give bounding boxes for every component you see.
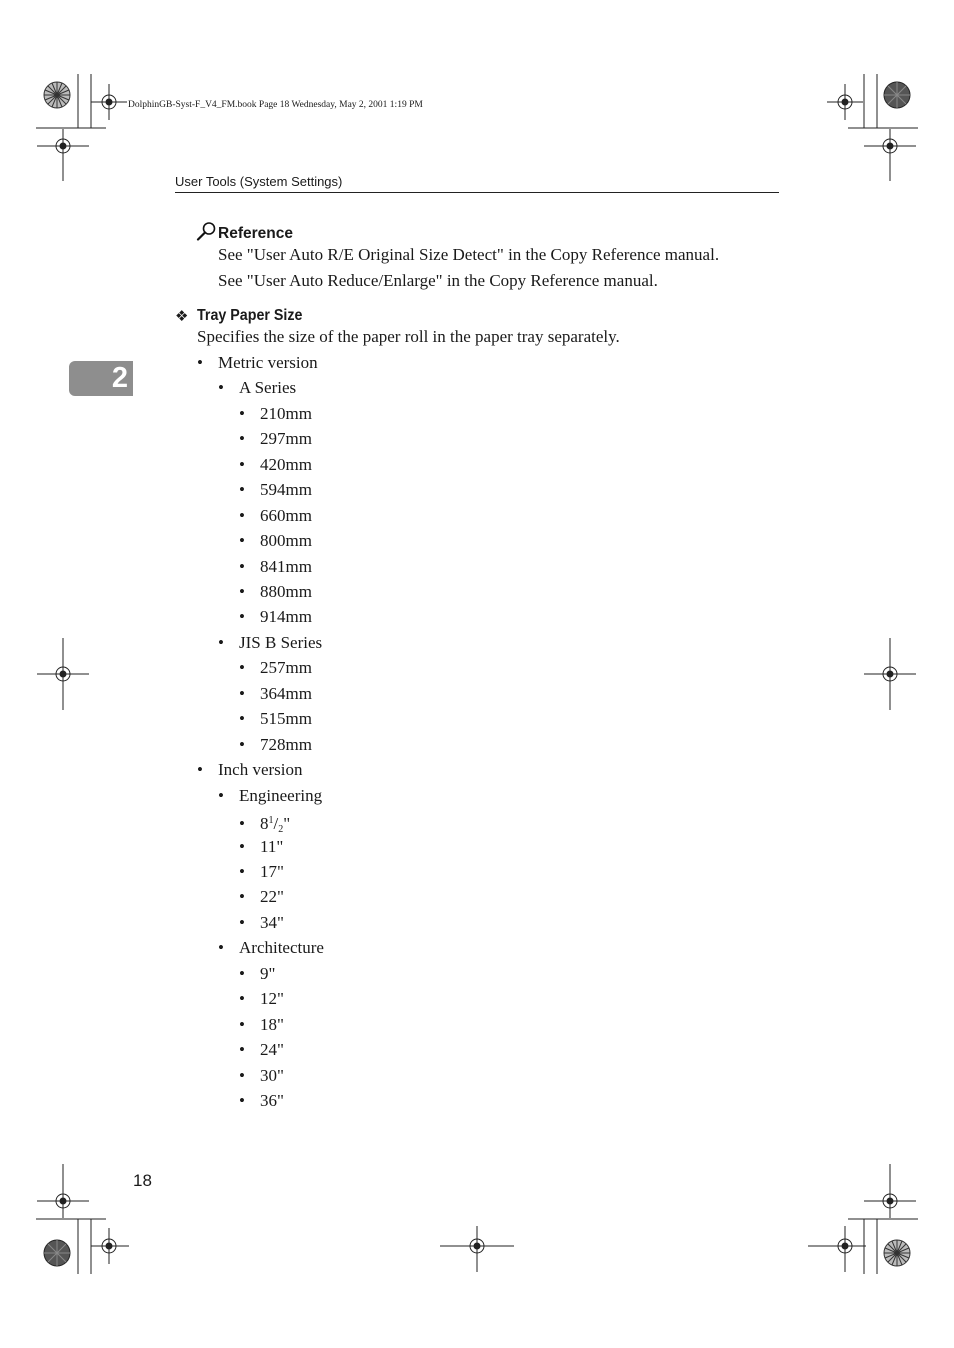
crosshair-icon	[808, 1226, 866, 1274]
header-rule	[175, 192, 779, 193]
crosshair-icon	[440, 1226, 514, 1274]
reference-line: See "User Auto Reduce/Enlarge" in the Copy Reference manual.	[218, 271, 658, 290]
magnifier-icon	[196, 221, 218, 241]
starburst-icon	[42, 80, 72, 110]
section-title: Tray Paper Size	[197, 307, 303, 324]
section-bullet: ❖	[175, 307, 189, 325]
list-item: • 914mm	[239, 607, 312, 626]
list-item: • 841mm	[239, 557, 312, 576]
starburst-icon	[882, 1238, 912, 1268]
list-item: • 420mm	[239, 455, 312, 474]
list-item: • 800mm	[239, 531, 312, 550]
list-item: • 17"	[239, 862, 284, 881]
list-item: • 880mm	[239, 582, 312, 601]
list-item: • 22"	[239, 887, 284, 906]
crosshair-icon	[89, 1226, 129, 1266]
chapter-tab: 2	[69, 361, 133, 396]
list-item: • 728mm	[239, 735, 312, 754]
list-item: • Metric version	[197, 353, 318, 372]
crosshair-icon	[864, 127, 916, 183]
list-item: • 12"	[239, 989, 284, 1008]
list-item: • Inch version	[197, 760, 303, 779]
list-item: • Architecture	[218, 938, 324, 957]
list-item: • 30"	[239, 1066, 284, 1085]
list-item: • 210mm	[239, 404, 312, 423]
list-item: • 18"	[239, 1015, 284, 1034]
crosshair-icon	[864, 638, 916, 710]
crosshair-icon	[37, 1164, 89, 1220]
section-description: Specifies the size of the paper roll in the paper tray separately.	[197, 327, 620, 346]
list-item: • JIS B Series	[218, 633, 323, 652]
book-info: DolphinGB-Syst-F_V4_FM.book Page 18 Wednesday, May 2, 2001 1:19 PM	[128, 100, 423, 110]
list-item: • A Series	[218, 378, 297, 397]
crosshair-icon	[825, 84, 865, 124]
list-item: • 515mm	[239, 709, 312, 728]
crosshair-icon	[864, 1164, 916, 1220]
crosshair-icon	[89, 84, 129, 124]
crosshair-icon	[37, 127, 89, 183]
list-item: • 34"	[239, 913, 284, 932]
list-item: • 11"	[239, 837, 284, 856]
list-item: • 594mm	[239, 480, 312, 499]
list-item: • 257mm	[239, 658, 312, 677]
starburst-icon	[42, 1238, 72, 1268]
reference-title: Reference	[218, 225, 293, 242]
list-item: • 364mm	[239, 684, 312, 703]
crosshair-icon	[37, 638, 89, 710]
page-number: 18	[133, 1171, 152, 1190]
list-item: • 660mm	[239, 506, 312, 525]
list-item: • 24"	[239, 1040, 284, 1059]
list-item: • Engineering	[218, 786, 323, 805]
list-item: • 297mm	[239, 429, 312, 448]
reference-line: See "User Auto R/E Original Size Detect" in the Copy Reference manual.	[218, 245, 720, 264]
running-header: User Tools (System Settings)	[175, 174, 343, 189]
list-item: • 36"	[239, 1091, 284, 1110]
starburst-icon	[882, 80, 912, 110]
list-item: • 9"	[239, 964, 276, 983]
list-item: • $8^1/_2$"	[239, 814, 291, 835]
